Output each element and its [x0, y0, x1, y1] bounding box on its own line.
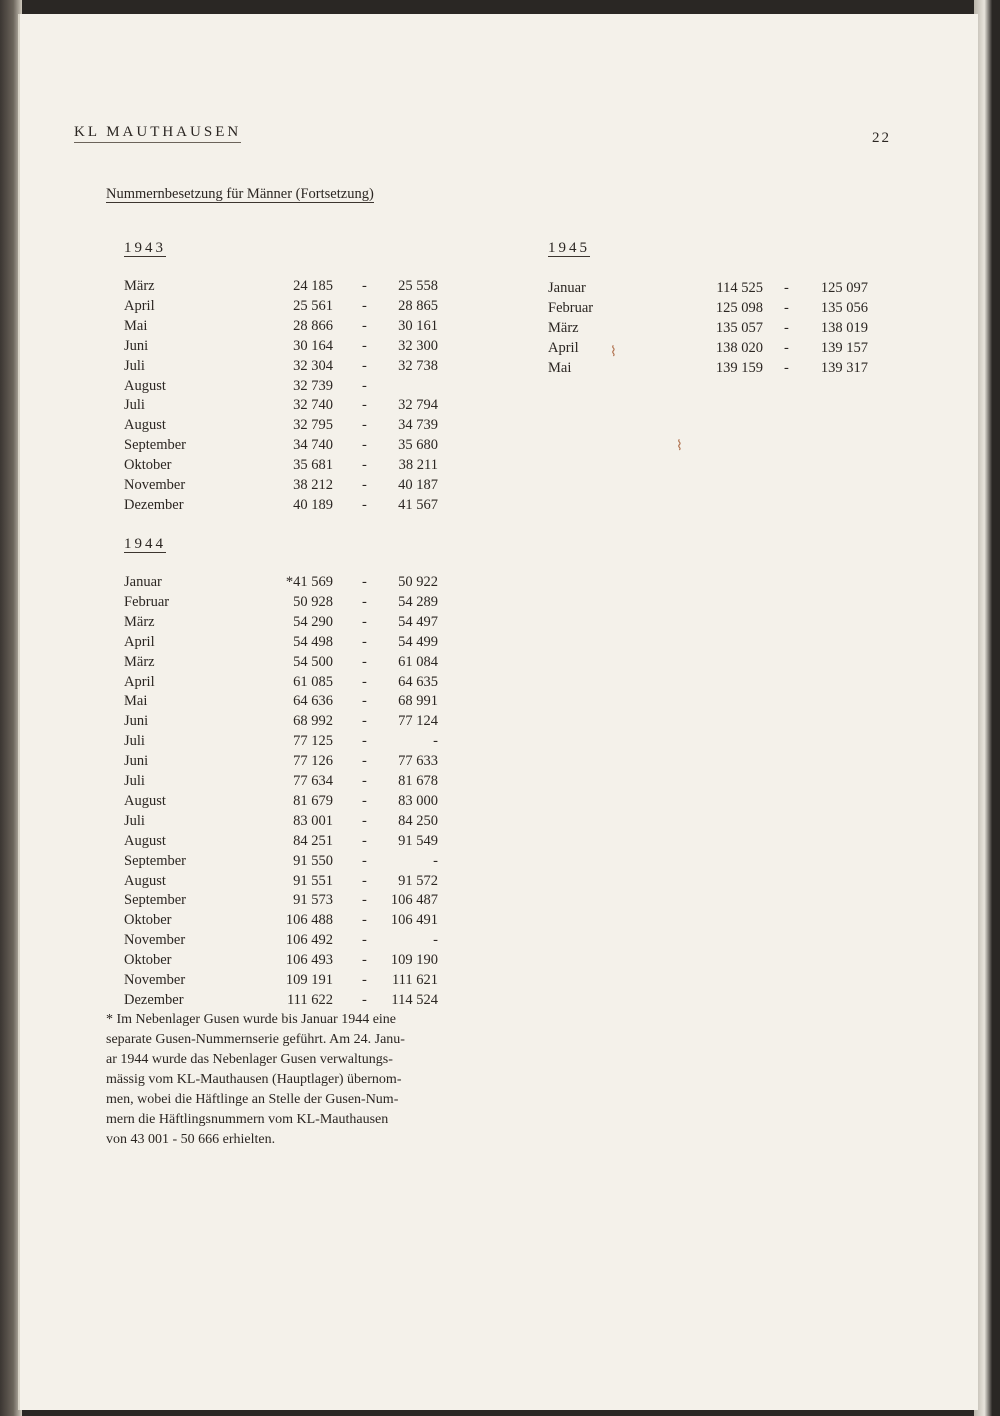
cell-to: 32 300: [398, 337, 438, 354]
table-row: [124, 950, 454, 970]
cell-dash: -: [362, 773, 367, 789]
cell-to: 91 572: [398, 872, 438, 889]
page-header: KL MAUTHAUSEN: [74, 124, 241, 143]
footnote-line: ar 1944 wurde das Nebenlager Gusen verwaltungs-: [106, 1052, 393, 1067]
cell-month: April: [124, 633, 155, 650]
cell-month: November: [124, 972, 186, 988]
cell-from: 77 634: [293, 773, 333, 789]
cell-dash: -: [362, 633, 367, 650]
cell-month: November: [124, 932, 186, 949]
cell-from: 28 866: [293, 317, 333, 334]
cell-from: 24 185: [293, 278, 333, 294]
cell-dash: -: [362, 713, 367, 730]
footnote-line: mässig vom KL-Mauthausen (Hauptlager) übernom-: [106, 1072, 402, 1087]
cell-to: 125 097: [820, 280, 868, 296]
cell-from: 54 498: [293, 633, 333, 650]
cell-from: 32 740: [293, 397, 333, 414]
section-title: Nummernbesetzung für Männer (Fortsetzung): [106, 186, 374, 202]
cell-to: 114 524: [391, 991, 438, 1008]
cell-to: -: [433, 932, 438, 949]
table-row: [124, 791, 454, 811]
cell-from: 139 159: [715, 359, 763, 376]
cell-from: 81 679: [293, 792, 333, 809]
table-row: [124, 990, 454, 1010]
table-row: [548, 318, 878, 338]
cell-month: August: [124, 792, 166, 809]
cell-from: 91 551: [293, 872, 333, 889]
cell-dash: -: [784, 319, 789, 336]
cell-to: 61 084: [398, 653, 438, 670]
cell-from: 68 992: [293, 713, 333, 730]
cell-from: 38 212: [293, 477, 333, 493]
cell-from: 32 304: [293, 357, 333, 374]
cell-to: 111 621: [391, 972, 438, 988]
cell-month: März: [548, 319, 579, 336]
cell-dash: -: [362, 872, 367, 889]
cell-dash: -: [362, 792, 367, 809]
cell-dash: -: [362, 417, 367, 434]
cell-from: 54 290: [293, 613, 333, 630]
cell-to: 41 567: [398, 496, 438, 513]
cell-from: 25 561: [293, 297, 333, 314]
table-row: [124, 811, 454, 831]
year-heading-1944: 1944: [124, 536, 166, 552]
table-row: [124, 415, 454, 435]
cell-month: August: [124, 872, 166, 889]
footnote-line: * Im Nebenlager Gusen wurde bis Januar 1944 eine: [106, 1012, 397, 1027]
cell-month: Juni: [124, 713, 149, 730]
footnote-line: von 43 001 - 50 666 erhielten.: [106, 1132, 276, 1147]
cell-from: 109 191: [285, 972, 333, 988]
cell-to: 34 739: [398, 417, 438, 434]
cell-to: 54 497: [398, 613, 438, 630]
cell-month: Juli: [124, 357, 145, 374]
cell-from: 84 251: [293, 832, 333, 849]
cell-to: 83 000: [398, 792, 438, 809]
cell-dash: -: [362, 812, 367, 829]
table-row: [124, 376, 454, 396]
handwritten-mark: ⌇: [676, 438, 683, 454]
table-row: [548, 338, 878, 358]
cell-to: 32 738: [398, 357, 438, 374]
cell-month: April: [124, 297, 155, 314]
table-row: [124, 930, 454, 950]
cell-dash: -: [362, 912, 367, 929]
cell-dash: -: [784, 359, 789, 376]
cell-to: 106 487: [390, 892, 438, 909]
cell-to: 68 991: [398, 693, 438, 710]
table-row: [124, 851, 454, 871]
page-number: 22: [872, 130, 891, 146]
cell-month: Oktober: [124, 457, 172, 474]
cell-dash: -: [362, 377, 367, 394]
cell-month: April: [548, 339, 579, 356]
table-row: [124, 276, 454, 296]
cell-month: Dezember: [124, 991, 184, 1008]
table-row: [124, 711, 454, 731]
cell-from: 91 573: [293, 892, 333, 909]
cell-month: Juni: [124, 337, 149, 354]
cell-to: 106 491: [390, 912, 438, 929]
cell-from: 54 500: [293, 653, 333, 670]
cell-dash: -: [362, 832, 367, 849]
year-heading-1945: 1945: [548, 240, 590, 256]
cell-from: 30 164: [293, 337, 333, 354]
cell-dash: -: [362, 653, 367, 670]
cell-to: 25 558: [398, 278, 438, 294]
table-row: [124, 751, 454, 771]
cell-dash: -: [362, 496, 367, 513]
cell-month: August: [124, 377, 166, 394]
cell-dash: -: [362, 574, 367, 590]
cell-month: April: [124, 673, 155, 690]
cell-dash: -: [362, 457, 367, 474]
cell-dash: -: [362, 613, 367, 630]
cell-from: *41 569: [285, 574, 333, 590]
cell-month: November: [124, 477, 186, 493]
cell-dash: -: [362, 733, 367, 750]
cell-month: Mai: [124, 693, 148, 710]
cell-from: 106 493: [285, 952, 333, 969]
cell-from: 83 001: [293, 812, 333, 829]
cell-from: 138 020: [715, 339, 763, 356]
cell-month: März: [124, 653, 155, 670]
cell-month: August: [124, 417, 166, 434]
cell-month: September: [124, 852, 187, 869]
cell-month: September: [124, 437, 187, 454]
cell-month: Januar: [124, 574, 162, 590]
cell-to: 139 157: [820, 339, 868, 356]
cell-month: Juli: [124, 397, 145, 414]
cell-from: 106 492: [285, 932, 333, 949]
cell-month: Juli: [124, 812, 145, 829]
cell-month: Oktober: [124, 912, 172, 929]
handwritten-mark: ⌇: [610, 344, 617, 360]
cell-to: 77 124: [398, 713, 438, 730]
cell-from: 106 488: [285, 912, 333, 929]
cell-month: März: [124, 613, 155, 630]
cell-dash: -: [784, 339, 789, 356]
table-row: [124, 455, 454, 475]
cell-from: 34 740: [293, 437, 333, 454]
cell-to: 91 549: [398, 832, 438, 849]
cell-dash: -: [362, 972, 367, 988]
table-row: [124, 475, 454, 495]
footnote: [106, 1010, 496, 1150]
table-row: [548, 358, 878, 378]
cell-from: 77 126: [293, 753, 333, 770]
cell-dash: -: [362, 991, 367, 1008]
cell-from: 91 550: [293, 852, 333, 869]
table-row: [124, 652, 454, 672]
cell-to: 81 678: [398, 773, 438, 789]
cell-dash: -: [362, 892, 367, 909]
cell-to: 40 187: [398, 477, 438, 493]
cell-from: 40 189: [293, 496, 333, 513]
table-row: [124, 831, 454, 851]
table-row: [124, 612, 454, 632]
cell-dash: -: [362, 337, 367, 354]
table-row: [124, 592, 454, 612]
cell-from: 64 636: [293, 693, 333, 710]
cell-dash: -: [362, 753, 367, 770]
cell-from: 32 739: [293, 377, 333, 394]
cell-to: 135 056: [820, 299, 868, 316]
table-row: [124, 336, 454, 356]
cell-dash: -: [362, 477, 367, 493]
cell-dash: -: [362, 932, 367, 949]
cell-month: Mai: [548, 359, 572, 376]
cell-dash: -: [362, 693, 367, 710]
table-row: [124, 495, 454, 515]
cell-dash: -: [362, 673, 367, 690]
cell-month: Juli: [124, 733, 145, 750]
cell-dash: -: [784, 299, 789, 316]
cell-to: -: [433, 852, 438, 869]
cell-from: 111 622: [286, 991, 333, 1008]
footnote-line: mern die Häftlingsnummern vom KL-Mauthausen: [106, 1112, 389, 1127]
table-row: [548, 298, 878, 318]
table-row: [548, 278, 878, 298]
cell-to: 138 019: [820, 319, 868, 336]
cell-to: 38 211: [398, 457, 438, 474]
cell-from: 77 125: [293, 733, 333, 750]
cell-to: 77 633: [398, 753, 438, 770]
cell-month: März: [124, 278, 155, 294]
cell-to: 54 289: [398, 593, 438, 610]
cell-from: 50 928: [293, 593, 333, 610]
cell-from: 61 085: [293, 673, 333, 690]
cell-dash: -: [362, 397, 367, 414]
cell-to: 109 190: [390, 952, 438, 969]
cell-from: 125 098: [715, 299, 763, 316]
cell-dash: -: [362, 437, 367, 454]
cell-month: Januar: [548, 280, 586, 296]
table-row: [124, 871, 454, 891]
table-row: [124, 691, 454, 711]
table-row: [124, 632, 454, 652]
table-row: [124, 356, 454, 376]
cell-month: September: [124, 892, 187, 909]
cell-to: 54 499: [398, 633, 438, 650]
cell-month: Februar: [124, 593, 170, 610]
cell-to: 64 635: [398, 673, 438, 690]
table-row: [124, 572, 454, 592]
cell-month: Juni: [124, 753, 149, 770]
table-row: [124, 890, 454, 910]
cell-month: Februar: [548, 299, 594, 316]
table-row: [124, 672, 454, 692]
table-row: [124, 435, 454, 455]
cell-from: 114 525: [716, 280, 763, 296]
cell-dash: -: [362, 952, 367, 969]
cell-from: 35 681: [293, 457, 333, 474]
cell-dash: -: [784, 280, 789, 296]
table-row: [124, 395, 454, 415]
cell-from: 135 057: [715, 319, 763, 336]
table-row: [124, 910, 454, 930]
cell-to: 32 794: [398, 397, 438, 414]
cell-to: 84 250: [398, 812, 438, 829]
cell-dash: -: [362, 297, 367, 314]
table-row: [124, 316, 454, 336]
cell-to: 35 680: [398, 437, 438, 454]
cell-dash: -: [362, 317, 367, 334]
table-row: [124, 970, 454, 990]
year-heading-1943: 1943: [124, 240, 166, 256]
cell-dash: -: [362, 852, 367, 869]
cell-month: Dezember: [124, 496, 184, 513]
cell-from: 32 795: [293, 417, 333, 434]
cell-to: 30 161: [398, 317, 438, 334]
footnote-line: men, wobei die Häftlinge an Stelle der Gusen-Num-: [106, 1092, 399, 1107]
cell-dash: -: [362, 278, 367, 294]
cell-month: August: [124, 832, 166, 849]
cell-month: Mai: [124, 317, 148, 334]
cell-to: 28 865: [398, 297, 438, 314]
cell-to: 50 922: [398, 574, 438, 590]
cell-dash: -: [362, 357, 367, 374]
cell-month: Oktober: [124, 952, 172, 969]
table-row: [124, 731, 454, 751]
cell-to: 139 317: [820, 359, 868, 376]
footnote-line: separate Gusen-Nummernserie geführt. Am 24. Janu-: [106, 1032, 405, 1047]
table-row: [124, 296, 454, 316]
table-row: [124, 771, 454, 791]
cell-to: -: [433, 733, 438, 750]
cell-dash: -: [362, 593, 367, 610]
cell-month: Juli: [124, 773, 145, 789]
